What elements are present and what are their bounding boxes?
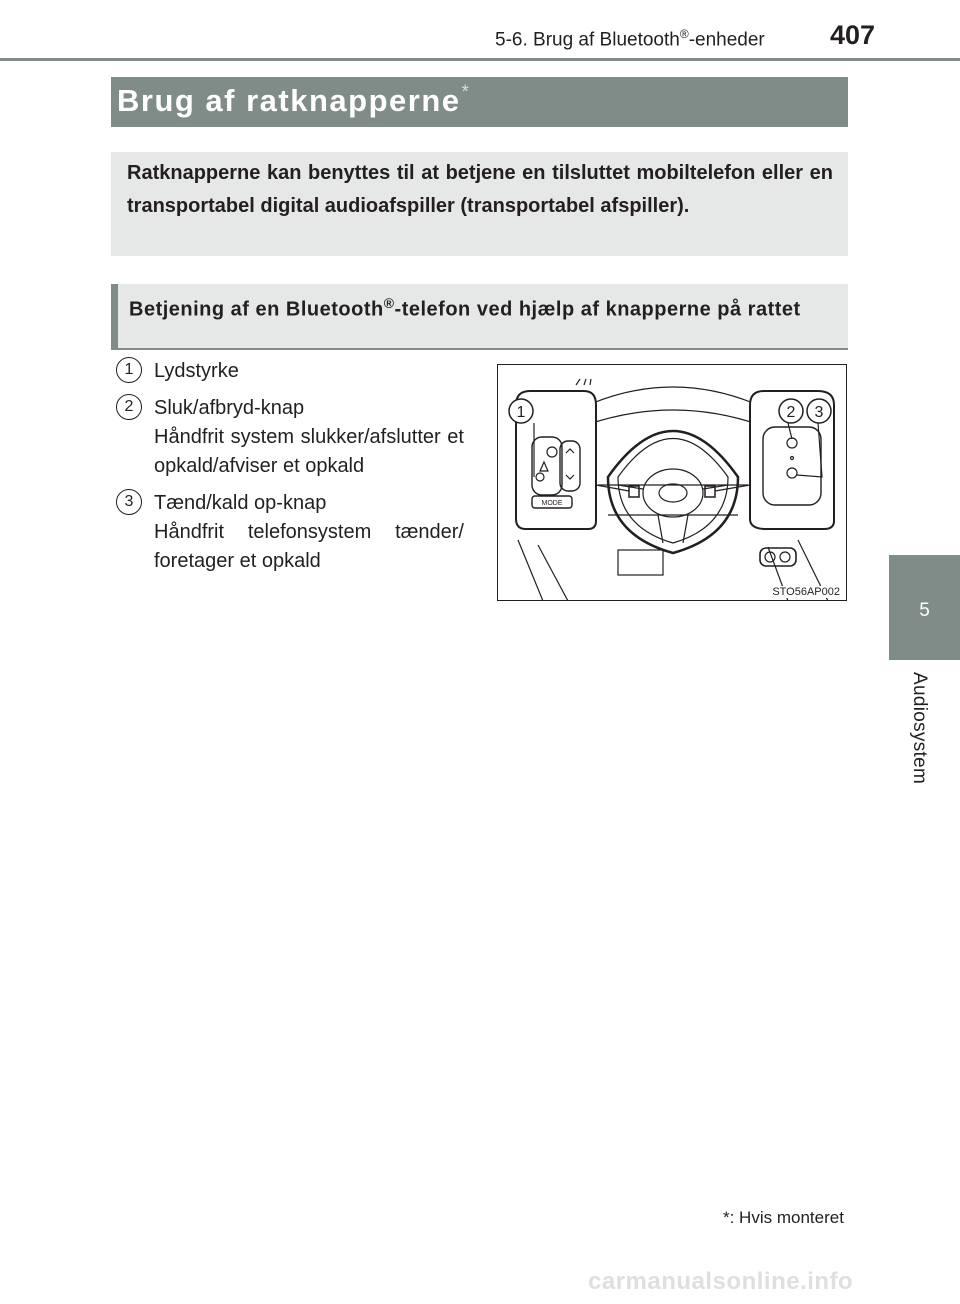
section-title-bar bbox=[111, 77, 848, 127]
page-number: 407 bbox=[830, 20, 876, 50]
steering-wheel-illustration bbox=[498, 365, 847, 601]
chapter-tab-number: 5 bbox=[919, 600, 930, 621]
callout-1: 1 bbox=[116, 357, 142, 383]
intro-box bbox=[111, 152, 848, 256]
item-description: Håndfrit telefonsystem tænder/ foretager et opkald bbox=[154, 521, 464, 572]
figure-code: STO56AP002 bbox=[772, 586, 840, 598]
figure-callout-3-label: 3 bbox=[814, 404, 824, 421]
chapter-header: 5-6. Brug af Bluetooth®-enheder bbox=[495, 27, 765, 51]
mode-button-label: MODE bbox=[541, 500, 563, 507]
section-title: Brug af ratknapperne* bbox=[117, 82, 471, 118]
asterisk-mark: * bbox=[461, 82, 471, 103]
watermark: carmanualsonline.info bbox=[588, 1268, 854, 1295]
subsection-heading bbox=[111, 284, 848, 350]
intro-text: Ratknapperne kan benyttes til at betjene en tilsluttet mobiltelefon eller en transportabel digital audioafspiller (transportabel afspiller). bbox=[127, 162, 833, 217]
item-title: Tænd/kald op-knap bbox=[154, 492, 327, 514]
figure-callout-2-label: 2 bbox=[786, 404, 796, 421]
steering-wheel-figure bbox=[497, 364, 847, 601]
item-description: Håndfrit system slukker/afslutter et opkald/afviser et opkald bbox=[154, 426, 464, 477]
chapter-tab-label: Audiosystem bbox=[909, 672, 930, 785]
list-item-2 bbox=[154, 394, 464, 481]
callout-2: 2 bbox=[116, 394, 142, 420]
item-title: Lydstyrke bbox=[154, 360, 239, 382]
callout-3: 3 bbox=[116, 489, 142, 515]
header-rule bbox=[0, 58, 960, 61]
list-item-1 bbox=[154, 357, 464, 386]
list-item-3 bbox=[154, 489, 464, 576]
footnote: *: Hvis monteret bbox=[723, 1208, 844, 1227]
figure-callout-1-label: 1 bbox=[516, 404, 526, 421]
item-title: Sluk/afbryd-knap bbox=[154, 397, 305, 419]
subsection-title: Betjening af en Bluetooth®-telefon ved hjælp af knapperne på rattet bbox=[129, 295, 801, 321]
